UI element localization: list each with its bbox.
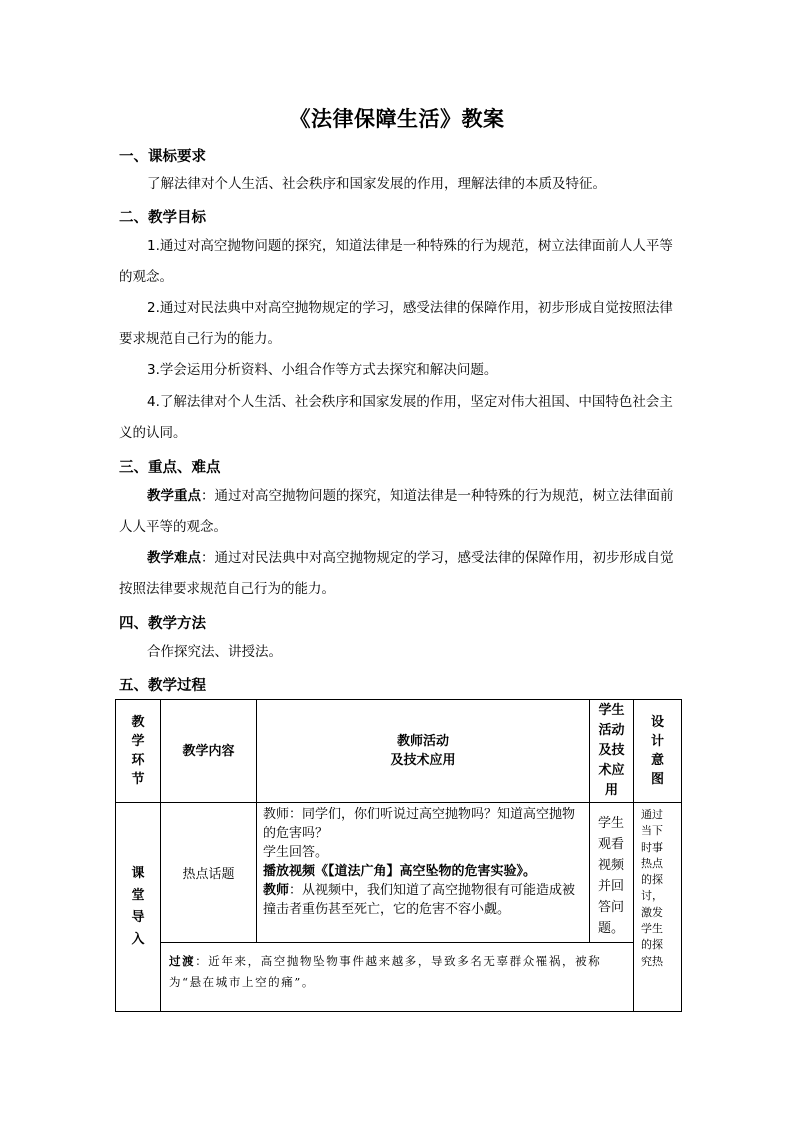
objective-2: 2.通过对民法典中对高空抛物规定的学习，感受法律的保障作用，初步形成自觉按照法律要求规范自己行为的能力。 <box>119 300 673 347</box>
teacher-line-question: 教师：同学们，你们听说过高空抛物吗？知道高空抛物的危害吗？ <box>263 807 576 841</box>
table-header-row <box>116 700 682 803</box>
key-point-label: 教学重点 <box>147 488 201 504</box>
difficulty-label: 教学难点 <box>147 550 201 566</box>
key-point-text: ：通过对高空抛物问题的探究，知道法律是一种特殊的行为规范，树立法律面前人人平等的观念。 <box>119 488 674 535</box>
header-teacher-activity-line1: 教师活动 <box>396 734 449 749</box>
document-title: 《法律保障生活》教案 <box>289 107 505 131</box>
cell-teacher-activity <box>257 803 590 943</box>
teacher-line-answer: 学生回答。 <box>263 845 329 860</box>
teaching-process-table <box>115 699 682 1012</box>
header-teaching-link: 教学环节 <box>116 700 161 803</box>
table-row-transition <box>116 943 682 1012</box>
header-teacher-activity-line2: 及技术应用 <box>390 753 456 768</box>
header-design-intent: 设计意图 <box>634 700 682 803</box>
objective-4: 4.了解法律对个人生活、社会秩序和国家发展的作用，坚定对伟大祖国、中国特色社会主义的认同。 <box>119 394 673 441</box>
cell-teaching-content: 热点话题 <box>161 803 257 943</box>
heading-teaching-methods: 四、教学方法 <box>119 616 206 632</box>
curriculum-requirements-text: 了解法律对个人生活、社会秩序和国家发展的作用，理解法律的本质及特征。 <box>147 176 606 192</box>
teacher-summary-label: 教师 <box>263 883 290 898</box>
transition-label: 过渡 <box>169 954 196 968</box>
cell-design-intent <box>634 803 682 1012</box>
heading-teaching-objectives: 二、教学目标 <box>119 210 206 226</box>
teacher-line-summary <box>263 881 583 919</box>
objective-1: 1.通过对高空抛物问题的探究，知道法律是一种特殊的行为规范，树立法律面前人人平等的观念。 <box>119 238 673 285</box>
heading-teaching-process: 五、教学过程 <box>119 678 206 694</box>
design-intent-text: 通过当下时事热点的探讨，激发学生的探究热 <box>641 808 663 968</box>
difficulty-text: ：通过对民法典中对高空抛物规定的学习，感受法律的保障作用，初步形成自觉按照法律要求规范自己行为的能力。 <box>119 550 674 597</box>
header-student-activity: 学生活动及技术应用 <box>590 700 634 803</box>
header-teaching-content: 教学内容 <box>161 700 257 803</box>
heading-key-points: 三、重点、难点 <box>119 460 221 476</box>
table-row <box>116 803 682 943</box>
difficulty-paragraph <box>119 543 681 605</box>
header-teacher-activity <box>257 700 590 803</box>
cell-transition <box>161 943 634 1012</box>
cell-student-activity: 学生观看视频并回答问题。 <box>590 803 634 943</box>
key-point-paragraph <box>119 481 681 543</box>
teacher-line-video: 播放视频《【道法广角】高空坠物的危害实验》。 <box>263 864 537 879</box>
cell-teaching-link: 课堂导入 <box>116 803 161 1012</box>
transition-text: ：近年来，高空抛物坠物事件越来越多，导致多名无辜群众罹祸，被称为“悬在城市上空的痛”。 <box>169 954 602 989</box>
teacher-summary-text: ：从视频中，我们知道了高空抛物很有可能造成被撞击者重伤甚至死亡，它的危害不容小觑。 <box>263 883 576 917</box>
objective-3: 3.学会运用分析资料、小组合作等方式去探究和解决问题。 <box>147 362 498 378</box>
heading-curriculum-requirements: 一、课标要求 <box>119 149 206 165</box>
teaching-methods-text: 合作探究法、讲授法。 <box>147 644 282 660</box>
